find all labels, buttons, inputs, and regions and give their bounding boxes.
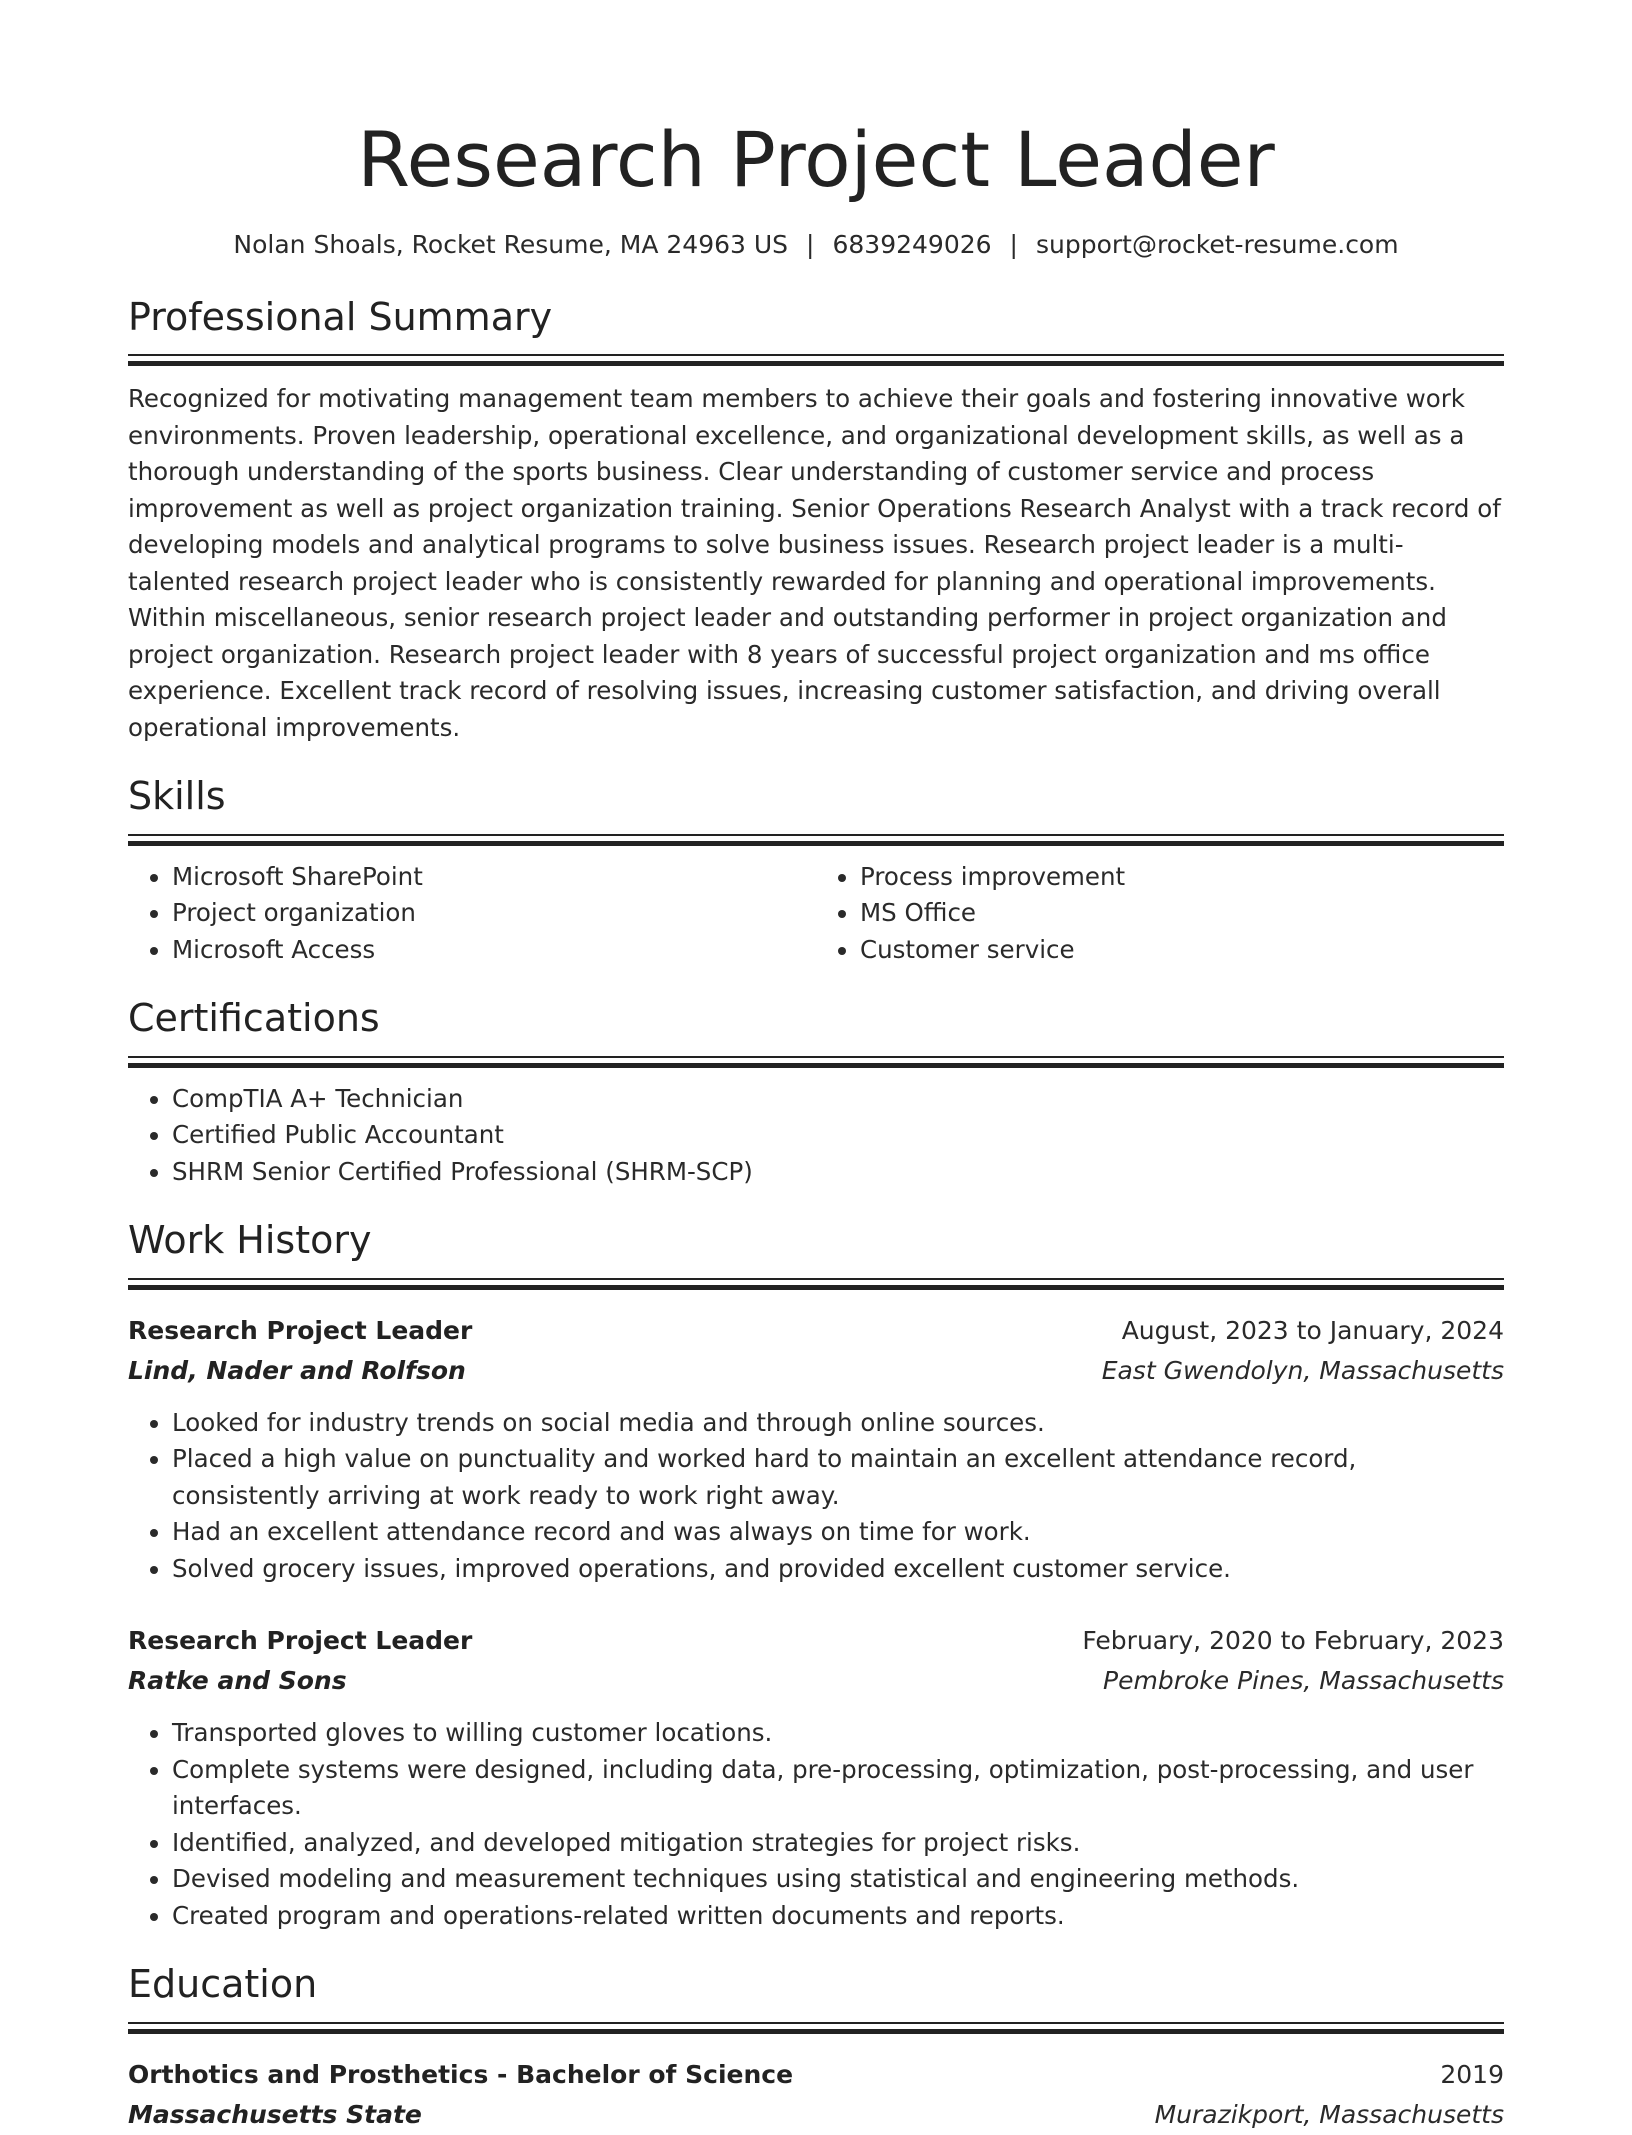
work-history-section [128, 1218, 1504, 1934]
job-bullet: • Transported gloves to willing customer locations. [172, 1715, 1504, 1752]
certification-item: • SHRM Senior Certified Professional (SHRM-SCP) [172, 1154, 1504, 1191]
job-header-row [128, 1621, 1504, 1661]
job-bullets [128, 1405, 1504, 1588]
skill-item: • Project organization [172, 895, 816, 932]
contact-separator: | [806, 229, 815, 259]
section-divider [128, 1056, 1504, 1069]
job-entry [128, 1621, 1504, 1934]
job-title: Research Project Leader [128, 1315, 473, 1345]
work-history-heading: Work History [128, 1218, 372, 1263]
education-section [128, 1962, 1504, 2135]
job-bullet: • Placed a high value on punctuality and worked hard to maintain an excellent attendance record, consistently arriving at work ready to work right away. [172, 1441, 1504, 1514]
section-divider [128, 354, 1504, 367]
skill-item: • Microsoft Access [172, 932, 816, 969]
section-divider [128, 2022, 1504, 2035]
job-bullet: • Looked for industry trends on social media and through online sources. [172, 1405, 1504, 1442]
skills-heading: Skills [128, 774, 226, 819]
skill-item: • Process improvement [860, 859, 1504, 896]
job-title: Research Project Leader [128, 1626, 473, 1656]
education-heading: Education [128, 1962, 318, 2007]
resume-title: Research Project Leader [357, 115, 1275, 204]
job-location: East Gwendolyn, Massachusetts [1101, 1355, 1504, 1385]
job-entry [128, 1311, 1504, 1588]
job-company: Lind, Nader and Rolfson [128, 1355, 466, 1385]
education-degree: Orthotics and Prosthetics - Bachelor of Science [128, 2060, 794, 2090]
education-entry [128, 2055, 1504, 2135]
contact-email: support@rocket-resume.com [1035, 229, 1399, 259]
certifications-section [128, 996, 1504, 1190]
certification-item: • CompTIA A+ Technician [172, 1081, 1504, 1118]
section-divider [128, 1278, 1504, 1291]
education-location: Murazikport, Massachusetts [1154, 2100, 1504, 2130]
job-dates: February, 2020 to February, 2023 [1082, 1626, 1504, 1656]
skills-section [128, 774, 1504, 968]
job-company-row [128, 1351, 1504, 1391]
education-header-row [128, 2055, 1504, 2095]
skill-item: • Customer service [860, 932, 1504, 969]
job-bullet: • Created program and operations-related written documents and reports. [172, 1898, 1504, 1935]
job-bullet: • Complete systems were designed, including data, pre-processing, optimization, post-processing, and user interfaces. [172, 1752, 1504, 1825]
skills-list-right [816, 859, 1504, 969]
certifications-heading: Certifications [128, 996, 380, 1041]
skills-list-left [128, 859, 816, 969]
skill-item: • Microsoft SharePoint [172, 859, 816, 896]
certification-item: • Certified Public Accountant [172, 1117, 1504, 1154]
job-company: Ratke and Sons [128, 1666, 347, 1696]
job-location: Pembroke Pines, Massachusetts [1103, 1666, 1504, 1696]
job-bullet: • Solved grocery issues, improved operations, and provided excellent customer service. [172, 1551, 1504, 1588]
skills-grid [128, 847, 1504, 969]
summary-section [128, 295, 1504, 747]
contact-address: Nolan Shoals, Rocket Resume, MA 24963 US [233, 229, 789, 259]
skill-item: • MS Office [860, 895, 1504, 932]
summary-heading: Professional Summary [128, 294, 553, 339]
job-header-row [128, 1311, 1504, 1351]
education-school-row [128, 2095, 1504, 2135]
job-dates: August, 2023 to January, 2024 [1121, 1315, 1504, 1345]
section-divider [128, 834, 1504, 847]
certifications-list [128, 1081, 1504, 1191]
job-bullet: • Identified, analyzed, and developed mitigation strategies for project risks. [172, 1825, 1504, 1862]
job-bullets [128, 1715, 1504, 1934]
job-bullet: • Had an excellent attendance record and was always on time for work. [172, 1514, 1504, 1551]
job-company-row [128, 1661, 1504, 1701]
job-bullet: • Devised modeling and measurement techniques using statistical and engineering methods. [172, 1861, 1504, 1898]
education-year: 2019 [1440, 2060, 1504, 2090]
contact-separator: | [1009, 229, 1018, 259]
contact-phone: 6839249026 [832, 229, 992, 259]
summary-text: Recognized for motivating management team members to achieve their goals and fostering innovative work environments. Proven leadership, operational excellence, and organizational development skills, as well as a thorough understanding of the sports business. Clear understanding of customer service and process improvement as well as project organization training. Senior Operations Research Analyst with a track record of developing models and analytical programs to solve business issues. Research project leader is a multi-talented research project leader who is consistently rewarded for planning and operational improvements. Within miscellaneous, senior research project leader and outstanding performer in project organization and project organization. Research project leader with 8 years of successful project organization and ms office experience. Excellent track record of resolving issues, increasing customer satisfaction, and driving overall operational improvements. [128, 384, 1501, 742]
contact-line [128, 230, 1504, 259]
education-school: Massachusetts State [128, 2100, 422, 2130]
